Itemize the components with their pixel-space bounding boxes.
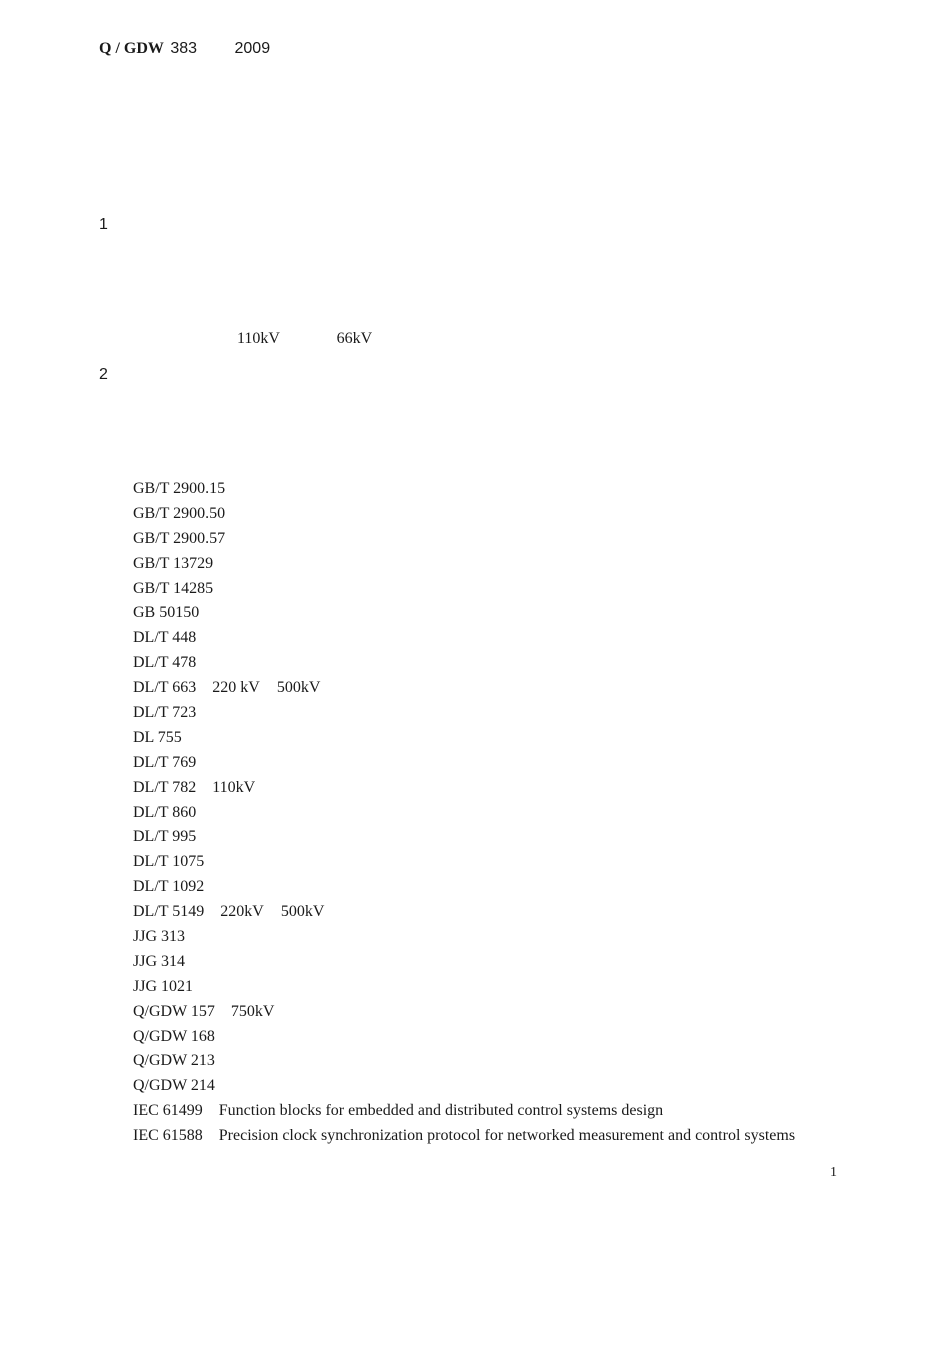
reference-detail: 750kV: [230, 1002, 275, 1020]
reference-item: [133, 479, 795, 504]
reference-item: [133, 504, 795, 529]
section-number-2: 2: [99, 366, 108, 383]
reference-item: [133, 1002, 795, 1027]
reference-code: GB/T 2900.57: [133, 529, 226, 547]
reference-item: [133, 778, 795, 803]
standard-year: 2009: [234, 40, 271, 57]
reference-code: DL/T 769: [133, 753, 197, 771]
reference-detail: Precision clock synchronization protocol for networked measurement and control systems: [218, 1127, 796, 1145]
page-number: 1: [830, 1165, 837, 1180]
reference-item: [133, 827, 795, 852]
reference-item: [133, 703, 795, 728]
reference-code: Q/GDW 213: [133, 1052, 215, 1070]
reference-item: [133, 653, 795, 678]
reference-code: DL/T 1092: [133, 878, 205, 896]
reference-code: DL/T 663: [133, 679, 197, 697]
reference-code: Q/GDW 168: [133, 1027, 215, 1045]
reference-code: DL/T 995: [133, 828, 197, 846]
reference-code: GB/T 2900.50: [133, 504, 226, 522]
reference-code: JJG 313: [133, 928, 186, 946]
reference-item: [133, 579, 795, 604]
reference-item: [133, 902, 795, 927]
reference-item: [133, 977, 795, 1002]
standard-number: 383: [170, 40, 198, 57]
reference-code: GB/T 2900.15: [133, 480, 226, 497]
reference-code: DL/T 860: [133, 803, 197, 821]
standard-code: Q / GDW: [99, 40, 164, 57]
reference-code: DL 755: [133, 728, 182, 746]
reference-item: [133, 753, 795, 778]
reference-detail: 220 kV: [212, 679, 260, 697]
reference-code: GB/T 14285: [133, 579, 214, 597]
reference-code: JJG 1021: [133, 977, 194, 995]
reference-code: DL/T 723: [133, 704, 197, 722]
reference-detail-2: 500kV: [280, 903, 325, 921]
reference-code: Q/GDW 157: [133, 1002, 215, 1020]
reference-code: DL/T 5149: [133, 903, 205, 921]
reference-code: DL/T 1075: [133, 853, 205, 871]
standard-header: [99, 40, 270, 58]
reference-detail: Function blocks for embedded and distributed control systems design: [218, 1102, 664, 1120]
reference-item: [133, 1076, 795, 1101]
reference-detail: 220kV: [220, 903, 264, 921]
reference-item: [133, 728, 795, 753]
reference-item: [133, 1051, 795, 1076]
reference-code: DL/T 448: [133, 629, 197, 647]
reference-item: [133, 554, 795, 579]
reference-code: IEC 61588: [133, 1127, 203, 1145]
reference-item: [133, 877, 795, 902]
reference-item: [133, 1027, 795, 1052]
reference-detail: 110kV: [212, 778, 256, 796]
reference-code: DL/T 478: [133, 654, 197, 672]
reference-code: DL/T 782: [133, 778, 197, 796]
reference-code: JJG 314: [133, 952, 186, 970]
reference-item: [133, 603, 795, 628]
reference-item: [133, 678, 795, 703]
reference-item: [133, 927, 795, 952]
section-number-1: 1: [99, 216, 108, 233]
reference-item: [133, 952, 795, 977]
reference-detail-2: 500kV: [276, 679, 321, 697]
reference-item: [133, 529, 795, 554]
reference-item: [133, 803, 795, 828]
reference-code: GB 50150: [133, 604, 200, 622]
reference-item: [133, 1126, 795, 1151]
scope-voltage-a: 110kV: [237, 330, 280, 347]
reference-code: IEC 61499: [133, 1102, 203, 1120]
scope-voltage-b: 66kV: [336, 330, 373, 347]
reference-item: [133, 1101, 795, 1126]
normative-references-list: [133, 479, 795, 1151]
reference-code: GB/T 13729: [133, 554, 214, 572]
reference-item: [133, 628, 795, 653]
reference-item: [133, 852, 795, 877]
reference-code: Q/GDW 214: [133, 1077, 215, 1095]
scope-voltages: [237, 330, 372, 348]
